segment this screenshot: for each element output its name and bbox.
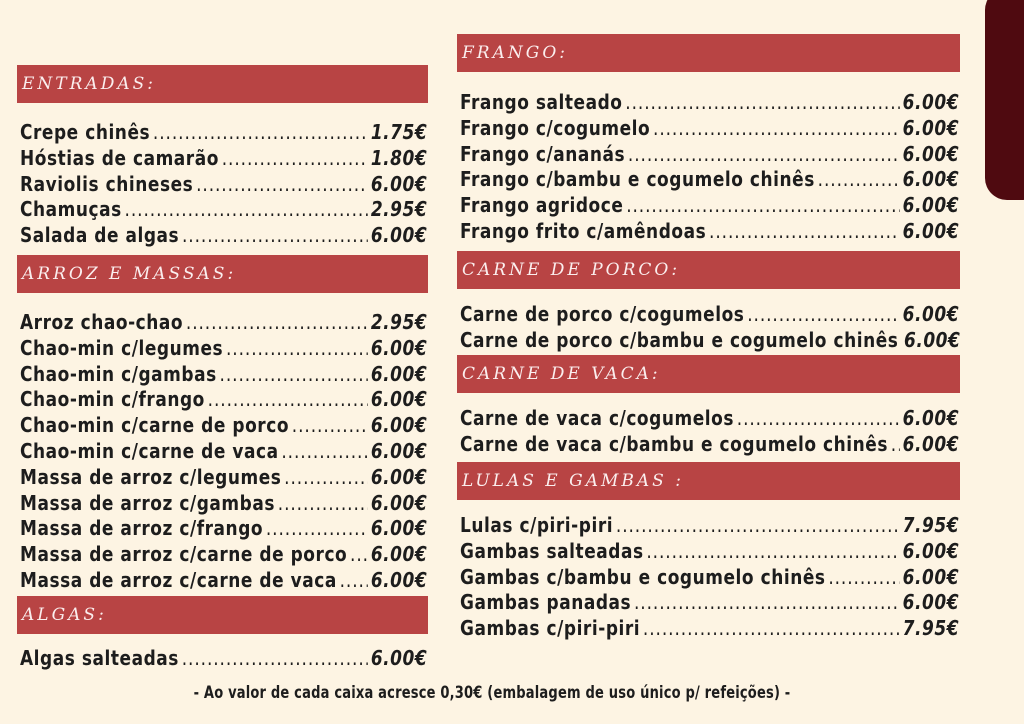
- menu-item-price: 6.00€: [370, 516, 428, 541]
- menu-item-name: Chao-min c/frango: [20, 387, 205, 412]
- dot-leader: [643, 616, 900, 640]
- menu-item-price: 6.00€: [370, 645, 428, 670]
- dot-leader: [350, 542, 368, 566]
- menu-item-price: 2.95€: [370, 197, 428, 222]
- section-title: ENTRADAS:: [17, 65, 428, 103]
- menu-item-price: 6.00€: [370, 387, 428, 412]
- menu-item: [20, 223, 427, 249]
- packaging-note: - Ao valor de cada caixa acresce 0,30€ (embalagem de uso único p/ refeições) -: [193, 683, 791, 702]
- menu-item: [460, 406, 959, 432]
- dot-leader: [625, 90, 900, 114]
- menu-item: [20, 362, 427, 388]
- menu-item: [20, 542, 427, 568]
- section-title: CARNE DE VACA:: [457, 355, 960, 393]
- dot-leader: [747, 302, 900, 326]
- menu-item-name: Chao-min c/gambas: [20, 361, 217, 386]
- dot-leader: [284, 465, 368, 489]
- menu-item-name: Carne de porco c/cogumelos: [460, 301, 745, 326]
- menu-item: [460, 432, 959, 458]
- menu-item: [460, 142, 959, 168]
- menu-item-price: 6.00€: [370, 567, 428, 592]
- dot-leader: [891, 432, 900, 456]
- menu-item-name: Crepe chinês: [20, 120, 151, 144]
- menu-item-name: Gambas c/bambu e cogumelo chinês: [460, 564, 826, 589]
- dot-leader: [292, 413, 368, 437]
- menu-item-name: Carne de vaca c/cogumelos: [460, 406, 735, 431]
- menu-item-name: Gambas salteadas: [460, 538, 644, 563]
- menu-item-price: 6.00€: [902, 193, 960, 218]
- menu-item-price: 7.95€: [902, 512, 960, 537]
- menu-item-name: Frango c/cogumelo: [460, 115, 651, 140]
- dot-leader: [340, 568, 368, 592]
- menu-item-name: Massa de arroz c/legumes: [20, 464, 282, 489]
- menu-item-price: 6.00€: [902, 141, 960, 166]
- dot-leader: [737, 406, 900, 430]
- section-carne-de-porco: [457, 251, 960, 356]
- menu-item-price: 1.80€: [370, 145, 428, 170]
- menu-item-name: Carne de porco c/bambu e cogumelo chinês: [460, 327, 899, 352]
- menu-item-price: 6.00€: [903, 327, 961, 352]
- menu-column-right: [457, 34, 960, 644]
- menu-item-price: 6.00€: [902, 432, 960, 457]
- menu-item: [20, 491, 427, 517]
- menu-item: [460, 565, 959, 591]
- menu-item-name: Salada de algas: [20, 223, 180, 248]
- section-title: ALGAS:: [17, 596, 428, 634]
- dot-leader: [818, 167, 900, 191]
- section-title: FRANGO:: [457, 34, 960, 72]
- menu-item-name: Massa de arroz c/carne de vaca: [20, 567, 337, 592]
- menu-item-price: 6.00€: [902, 167, 960, 192]
- menu-item-name: Massa de arroz c/frango: [20, 516, 264, 541]
- menu-item-price: 6.00€: [902, 218, 960, 243]
- menu-item-name: Carne de vaca c/bambu e cogumelo chinês: [460, 432, 889, 457]
- menu-item: [20, 516, 427, 542]
- menu-item-name: Massa de arroz c/carne de porco: [20, 542, 348, 567]
- menu-item-price: 2.95€: [370, 309, 428, 334]
- menu-item-price: 6.00€: [370, 438, 428, 463]
- menu-item: [460, 616, 959, 642]
- menu-item-price: 6.00€: [902, 564, 960, 589]
- menu-item-price: 6.00€: [370, 171, 428, 196]
- menu-item-price: 6.00€: [902, 406, 960, 431]
- menu-item: [20, 439, 427, 465]
- menu-item-name: Frango c/bambu e cogumelo chinês: [460, 167, 815, 192]
- menu-item-name: Gambas c/piri-piri: [460, 616, 641, 641]
- menu-item-price: 1.75€: [370, 120, 428, 144]
- menu-column-left: [17, 65, 428, 674]
- dot-leader: [186, 310, 368, 334]
- menu-item-price: 6.00€: [902, 538, 960, 563]
- menu-item-name: Raviolis chineses: [20, 171, 194, 196]
- menu-item-price: 6.00€: [902, 301, 960, 326]
- dot-leader: [646, 539, 900, 563]
- menu-item: [20, 646, 427, 672]
- menu-item-price: 6.00€: [370, 542, 428, 567]
- section-entradas: [17, 65, 428, 251]
- dot-leader: [125, 197, 369, 221]
- section-title: LULAS E GAMBAS :: [457, 462, 960, 500]
- menu-item-name: Frango frito c/amêndoas: [460, 218, 707, 243]
- menu-item: [460, 90, 959, 116]
- menu-item: [460, 539, 959, 565]
- menu-item: [20, 172, 427, 198]
- section-carne-de-vaca: [457, 355, 960, 460]
- menu-item-name: Gambas panadas: [460, 590, 632, 615]
- dot-leader: [153, 120, 368, 144]
- dot-leader: [709, 219, 900, 243]
- menu-item: [20, 197, 427, 223]
- section-lulas-e-gambas: [457, 462, 960, 644]
- menu-item-price: 6.00€: [370, 361, 428, 386]
- dot-leader: [220, 362, 369, 386]
- menu-item-price: 6.00€: [370, 413, 428, 438]
- menu-item: [20, 336, 427, 362]
- menu-item: [20, 310, 427, 336]
- menu-item-price: 6.00€: [902, 90, 960, 114]
- menu-item-name: Chao-min c/carne de porco: [20, 413, 290, 438]
- menu-item-price: 6.00€: [370, 464, 428, 489]
- dot-leader: [182, 223, 368, 247]
- menu-item: [20, 568, 427, 594]
- dot-leader: [222, 146, 368, 170]
- menu-item: [460, 328, 959, 354]
- decorative-tab: [985, 0, 1024, 200]
- section-title: ARROZ E MASSAS:: [17, 255, 428, 293]
- menu-item-price: 6.00€: [902, 590, 960, 615]
- menu-item: [20, 465, 427, 491]
- dot-leader: [266, 516, 368, 540]
- dot-leader: [281, 439, 368, 463]
- dot-leader: [616, 513, 900, 537]
- dot-leader: [278, 491, 368, 515]
- dot-leader: [634, 590, 900, 614]
- menu-item-price: 6.00€: [370, 490, 428, 515]
- menu-item: [20, 120, 427, 146]
- menu-item-name: Lulas c/piri-piri: [460, 512, 614, 537]
- dot-leader: [653, 116, 900, 140]
- section-arroz-e-massas: [17, 255, 428, 596]
- menu-item-name: Hóstias de camarão: [20, 145, 219, 170]
- dot-leader: [626, 193, 900, 217]
- dot-leader: [196, 172, 368, 196]
- menu-item-name: Frango salteado: [460, 90, 623, 114]
- menu-item-name: Chao-min c/carne de vaca: [20, 438, 279, 463]
- menu-item-price: 6.00€: [370, 335, 428, 360]
- dot-leader: [828, 565, 900, 589]
- menu-item-price: 6.00€: [370, 223, 428, 248]
- menu-item-name: Massa de arroz c/gambas: [20, 490, 275, 515]
- menu-item-price: 7.95€: [902, 616, 960, 641]
- menu-item-name: Chao-min c/legumes: [20, 335, 224, 360]
- menu-item-name: Chamuças: [20, 197, 122, 222]
- menu-item: [460, 116, 959, 142]
- menu-item: [20, 146, 427, 172]
- section-algas: [17, 596, 428, 674]
- menu-item-name: Frango agridoce: [460, 193, 624, 218]
- menu-item: [460, 193, 959, 219]
- menu-item: [460, 219, 959, 245]
- menu-item: [460, 302, 959, 328]
- dot-leader: [208, 387, 368, 411]
- menu-item: [20, 387, 427, 413]
- menu-item: [460, 167, 959, 193]
- menu-item-price: 6.00€: [902, 115, 960, 140]
- menu-item-name: Frango c/ananás: [460, 141, 626, 166]
- menu-item: [20, 413, 427, 439]
- dot-leader: [628, 142, 900, 166]
- menu-item-name: Arroz chao-chao: [20, 309, 184, 334]
- dot-leader: [182, 646, 368, 670]
- menu-item: [460, 590, 959, 616]
- menu-item: [460, 513, 959, 539]
- section-title: CARNE DE PORCO:: [457, 251, 960, 289]
- menu-item-name: Algas salteadas: [20, 645, 179, 670]
- dot-leader: [226, 336, 368, 360]
- section-frango: [457, 34, 960, 247]
